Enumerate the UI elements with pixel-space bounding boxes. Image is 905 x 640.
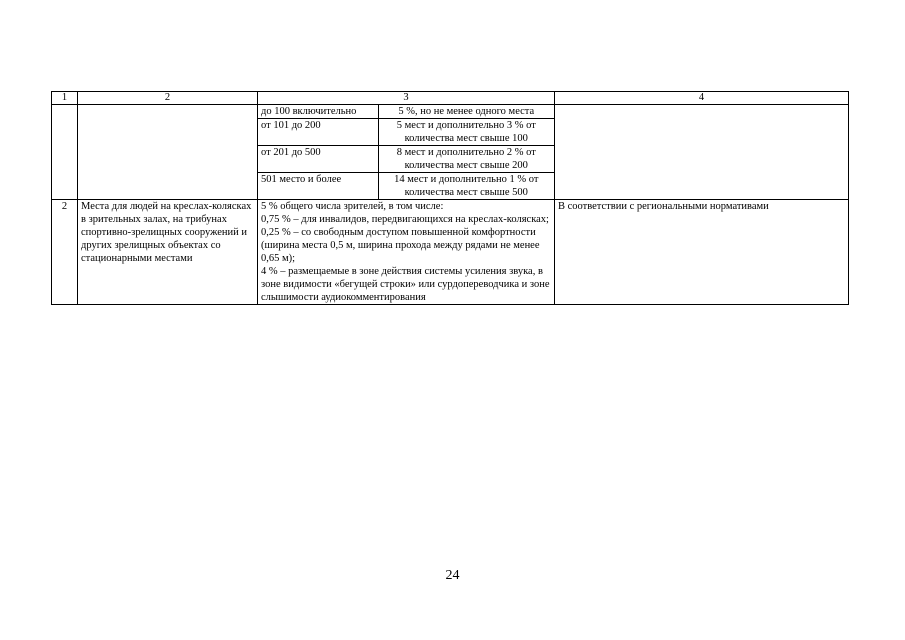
row1-note (555, 105, 849, 200)
header-col-3: 3 (258, 92, 555, 105)
tier-range: от 201 до 500 (258, 146, 378, 173)
table-row (52, 200, 849, 305)
requirement-line: 0,75 % – для инвалидов, передвигающихся на креслах-колясках; (261, 214, 549, 225)
tier-range: 501 место и более (258, 173, 378, 200)
header-col-1: 1 (52, 92, 78, 105)
table-row (52, 105, 849, 200)
header-row (52, 92, 849, 105)
requirement-line: 4 % – размещаемые в зоне действия системы усиления звука, в зоне видимости «бегущей строки» или сурдопереводчика и зоне слышимости аудиокомментирования (261, 266, 550, 303)
header-col-2: 2 (78, 92, 258, 105)
row1-name (78, 105, 258, 200)
requirement-line: 0,25 % – со свободным доступом повышенной комфортности (ширина места 0,5 м, ширина прохода между рядами не менее 0,65 м); (261, 227, 540, 264)
tier-row (258, 173, 554, 200)
tiers-table (258, 105, 554, 199)
row2-requirements (258, 200, 555, 305)
page-number: 24 (445, 568, 460, 583)
tier-range: от 101 до 200 (258, 119, 378, 146)
requirement-line: 5 % общего числа зрителей, в том числе: (261, 201, 444, 212)
tier-value: 14 мест и дополнительно 1 % от количества мест свыше 500 (378, 173, 554, 200)
tier-range: до 100 включительно (261, 106, 357, 117)
row2-num: 2 (52, 200, 78, 305)
header-col-4: 4 (555, 92, 849, 105)
row2-note: В соответствии с региональными нормативами (555, 200, 849, 305)
norms-table (51, 91, 849, 305)
tier-value: 8 мест и дополнительно 2 % от количества мест свыше 200 (378, 146, 554, 173)
tier-row (258, 146, 554, 173)
row2-name: Места для людей на креслах-колясках в зрительных залах, на трибунах спортивно-зрелищных сооружений и других зрелищных объектах со стационарными местами (78, 200, 258, 305)
tier-value: 5 %, но не менее одного места (378, 105, 554, 119)
tier-row (258, 119, 554, 146)
row1-num (52, 105, 78, 200)
row1-tiers (258, 105, 555, 200)
tier-value: 5 мест и дополнительно 3 % от количества мест свыше 100 (378, 119, 554, 146)
tier-row (258, 105, 554, 119)
